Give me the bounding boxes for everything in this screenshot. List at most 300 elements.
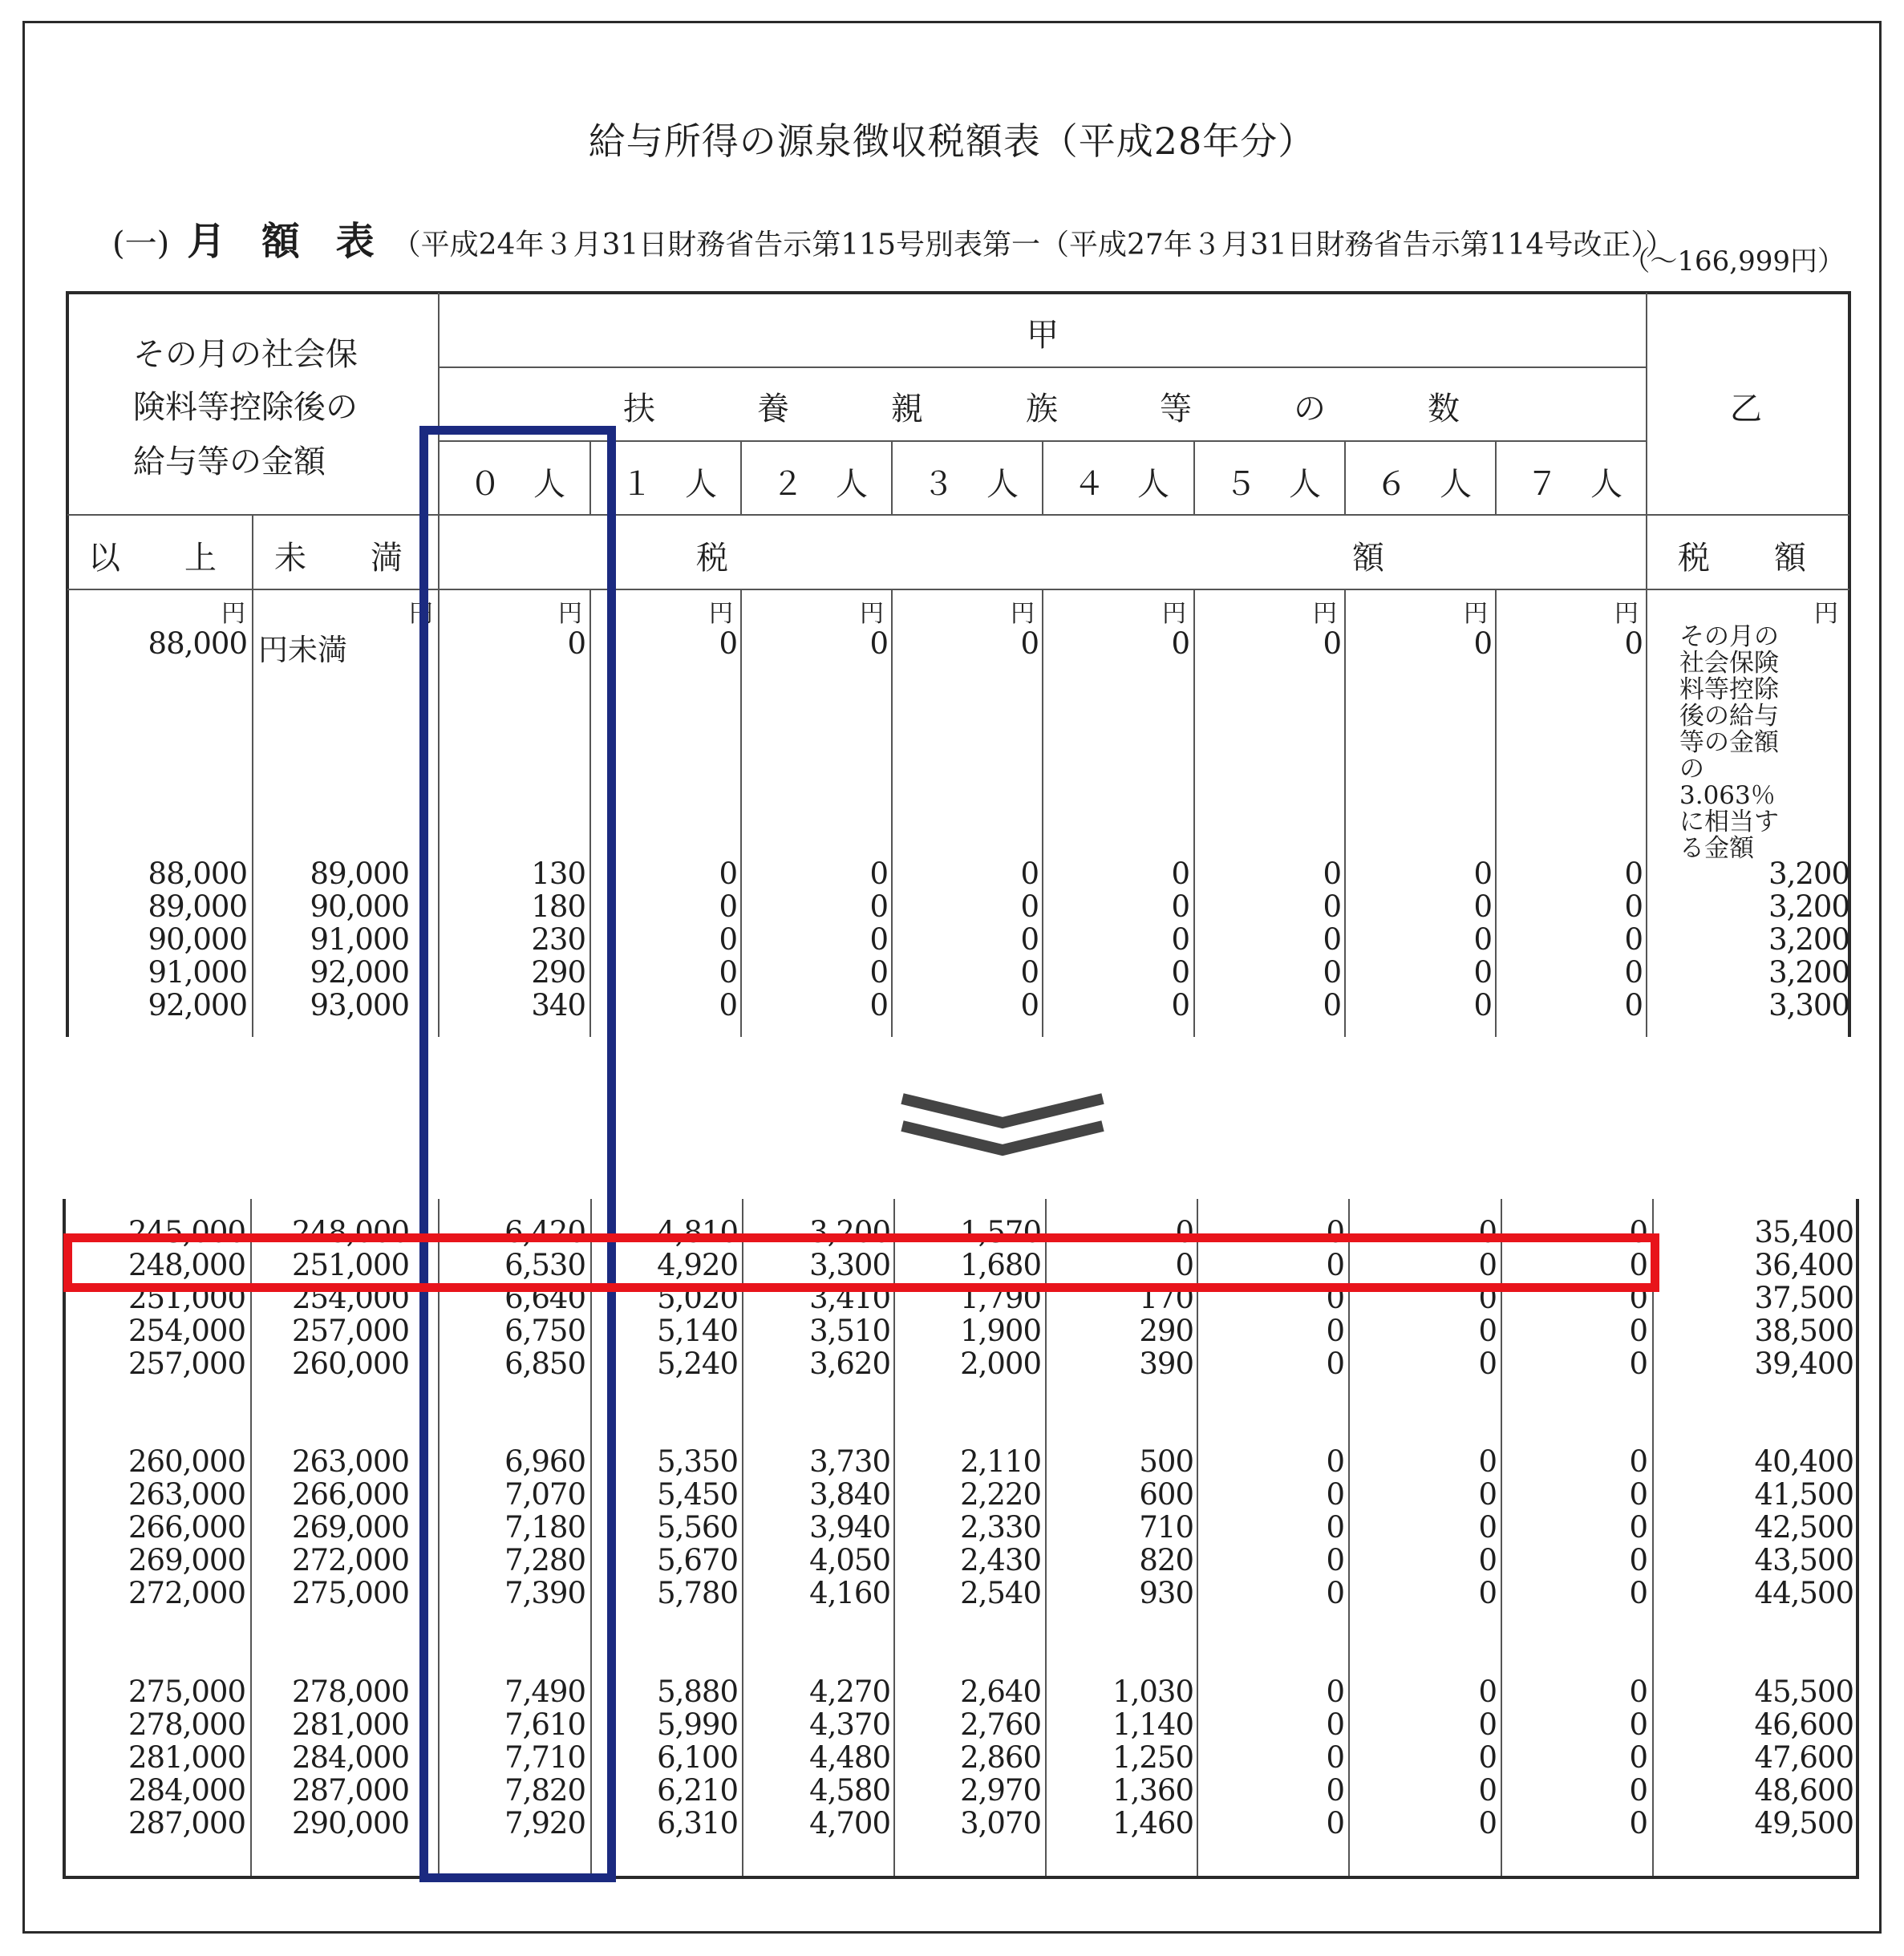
table-cell: 46,600: [1754, 1707, 1853, 1742]
table-cell: 3,200: [809, 1215, 890, 1249]
column-divider: [1501, 1199, 1502, 1876]
table-cell: 710: [1139, 1510, 1193, 1545]
unit-yen: 円: [1011, 600, 1035, 628]
table-cell: 2,000: [960, 1347, 1041, 1381]
table-cell: 245,000: [128, 1215, 245, 1249]
table-cell: 0: [1478, 1314, 1497, 1348]
table-cell: 290,000: [291, 1806, 409, 1841]
table-cell: 4,700: [809, 1806, 890, 1841]
table-cell: 5,880: [657, 1675, 738, 1709]
table-cell: 0: [1629, 1806, 1647, 1841]
table-cell: 3,200: [1768, 955, 1849, 990]
table-cell: 0: [1326, 1215, 1344, 1249]
table-cell: 0: [719, 889, 737, 924]
table-cell: 0: [869, 857, 888, 891]
table-cell: 0: [1171, 922, 1189, 957]
amount-label-line-3: 給与等の金額: [133, 443, 326, 480]
column-divider: [893, 1199, 895, 1876]
column-divider: [250, 1199, 252, 1876]
table-cell: 251,000: [291, 1248, 409, 1282]
table-cell: 0: [1175, 1215, 1193, 1249]
table-cell: 0: [1478, 1806, 1497, 1841]
table-cell: 44,500: [1754, 1576, 1853, 1610]
first-row-value: 0: [1323, 626, 1341, 661]
unit-yen: 円: [1464, 600, 1488, 628]
table-subtitle: [112, 210, 1674, 265]
table-cell: 263,000: [291, 1444, 409, 1479]
table-cell: 1,460: [1112, 1806, 1193, 1841]
first-row-value: 0: [1624, 626, 1643, 661]
table-cell: 230: [531, 922, 585, 957]
table-cell: 0: [869, 889, 888, 924]
table-cell: 0: [1624, 889, 1643, 924]
table-cell: 7,820: [504, 1773, 585, 1808]
table-cell: 0: [1326, 1347, 1344, 1381]
table-cell: 0: [1323, 988, 1341, 1023]
fuyou-char: 数: [1428, 391, 1460, 427]
table-cell: 1,680: [960, 1248, 1041, 1282]
table-cell: 39,400: [1754, 1347, 1853, 1381]
table-cell: 0: [1171, 889, 1189, 924]
table-cell: 0: [1478, 1444, 1497, 1479]
table-cell: 5,990: [657, 1707, 738, 1742]
table-cell: 1,900: [960, 1314, 1041, 1348]
table-cell: 4,270: [809, 1675, 890, 1709]
legal-reference: （平成24年３月31日財務省告示第115号別表第一（平成27年３月31日財務省告示第114号改正））: [391, 229, 1675, 261]
table-cell: 4,810: [657, 1215, 738, 1249]
header-divider: [1042, 440, 1043, 514]
table-cell: 269,000: [128, 1543, 245, 1577]
table-cell: 7,070: [504, 1477, 585, 1512]
table-cell: 88,000: [148, 857, 247, 891]
table-cell: 42,500: [1754, 1510, 1853, 1545]
table-cell: 284,000: [291, 1740, 409, 1775]
table-cell: 2,330: [960, 1510, 1041, 1545]
table-cell: 43,500: [1754, 1543, 1853, 1577]
table-cell: 266,000: [128, 1510, 245, 1545]
zei-header: 税: [696, 540, 728, 577]
table-cell: 0: [1478, 1543, 1497, 1577]
table-cell: 3,300: [809, 1248, 890, 1282]
table-cell: 500: [1139, 1444, 1193, 1479]
table-cell: 257,000: [291, 1314, 409, 1348]
table-cell: 4,160: [809, 1576, 890, 1610]
table-cell: 0: [1326, 1248, 1344, 1282]
table-cell: 0: [719, 857, 737, 891]
table-cell: 0: [1629, 1707, 1647, 1742]
table-cell: 3,200: [1768, 922, 1849, 957]
table-cell: 180: [531, 889, 585, 924]
table-cell: 49,500: [1754, 1806, 1853, 1841]
table-cell: 0: [1629, 1248, 1647, 1282]
table-cell: 278,000: [128, 1707, 245, 1742]
column-divider: [740, 589, 742, 1037]
table-cell: 0: [1629, 1347, 1647, 1381]
table-cell: 3,510: [809, 1314, 890, 1348]
table-cell: 930: [1139, 1576, 1193, 1610]
table-cell: 3,620: [809, 1347, 890, 1381]
table-cell: 0: [1326, 1707, 1344, 1742]
table-cell: 0: [1629, 1543, 1647, 1577]
column-divider: [1646, 589, 1647, 1037]
table-cell: 0: [1624, 922, 1643, 957]
table-cell: 2,220: [960, 1477, 1041, 1512]
table-cell: 254,000: [291, 1281, 409, 1315]
table-cell: 0: [1629, 1740, 1647, 1775]
table-cell: 0: [1326, 1675, 1344, 1709]
selected-row-highlight: [63, 1233, 1659, 1292]
fuyou-char: 扶: [623, 391, 655, 427]
table-cell: 5,780: [657, 1576, 738, 1610]
header-divider: [1495, 440, 1497, 514]
fuyou-char: 族: [1026, 391, 1058, 427]
table-cell: 47,600: [1754, 1740, 1853, 1775]
table-cell: 0: [869, 922, 888, 957]
table-cell: 0: [1473, 922, 1492, 957]
amount-label-line-1: その月の社会保: [133, 336, 358, 373]
table-cell: 390: [1139, 1347, 1193, 1381]
table-cell: 0: [1473, 857, 1492, 891]
table-cell: 5,140: [657, 1314, 738, 1348]
table-cell: 0: [1624, 857, 1643, 891]
first-row-lower: 88,000: [148, 626, 247, 661]
header-divider: [740, 440, 742, 514]
otsu-header: 乙: [1730, 391, 1762, 427]
table-cell: 275,000: [128, 1675, 245, 1709]
table-cell: 0: [1629, 1215, 1647, 1249]
header-divider: [1646, 293, 1647, 589]
table-cell: 0: [1171, 955, 1189, 990]
table-cell: 2,430: [960, 1543, 1041, 1577]
table-cell: 0: [1473, 955, 1492, 990]
table-cell: 3,940: [809, 1510, 890, 1545]
table-cell: 37,500: [1754, 1281, 1853, 1315]
table-cell: 3,200: [1768, 889, 1849, 924]
table-cell: 91,000: [148, 955, 247, 990]
table-cell: 260,000: [128, 1444, 245, 1479]
table-cell: 0: [1478, 1215, 1497, 1249]
zero-dependents-column-highlight: [419, 426, 616, 1882]
table-cell: 0: [1326, 1773, 1344, 1808]
table-cell: 92,000: [148, 988, 247, 1023]
table-cell: 89,000: [310, 857, 409, 891]
header-divider: [1193, 440, 1195, 514]
miman-header: 未 満: [274, 540, 403, 577]
table-cell: 0: [1326, 1576, 1344, 1610]
table-cell: 0: [1020, 922, 1039, 957]
table-cell: 0: [1478, 1347, 1497, 1381]
first-row-value: 0: [567, 626, 585, 661]
amount-label-line-2: 険料等控除後の: [133, 389, 358, 426]
table-cell: 0: [1478, 1248, 1497, 1282]
table-cell: 290: [531, 955, 585, 990]
dependents-5: ５ 人: [1225, 466, 1321, 503]
table-cell: 89,000: [148, 889, 247, 924]
table-cell: 93,000: [310, 988, 409, 1023]
table-cell: 90,000: [148, 922, 247, 957]
table-cell: 7,610: [504, 1707, 585, 1742]
table-cell: 3,070: [960, 1806, 1041, 1841]
table-cell: 820: [1139, 1543, 1193, 1577]
table-cell: 7,390: [504, 1576, 585, 1610]
table-cell: 3,410: [809, 1281, 890, 1315]
table-cell: 257,000: [128, 1347, 245, 1381]
table-cell: 0: [1326, 1314, 1344, 1348]
table-cell: 0: [1629, 1477, 1647, 1512]
table-cell: 48,600: [1754, 1773, 1853, 1808]
table-cell: 6,750: [504, 1314, 585, 1348]
table-cell: 38,500: [1754, 1314, 1853, 1348]
table-cell: 0: [869, 988, 888, 1023]
table-cell: 248,000: [291, 1215, 409, 1249]
table-cell: 0: [1326, 1740, 1344, 1775]
document-title: 給与所得の源泉徴収税額表（平成28年分）: [588, 119, 1316, 163]
dependents-1: １ 人: [621, 466, 717, 503]
table-cell: 287,000: [291, 1773, 409, 1808]
otsu-zeigaku-header: 税 額: [1678, 540, 1806, 577]
dependents-6: ６ 人: [1375, 466, 1472, 503]
table-cell: 0: [719, 922, 737, 957]
table-cell: 3,840: [809, 1477, 890, 1512]
dependents-2: ２ 人: [772, 466, 868, 503]
table-cell: 2,860: [960, 1740, 1041, 1775]
table-cell: 4,480: [809, 1740, 890, 1775]
first-row-value: 0: [719, 626, 737, 661]
fuyou-char: 養: [757, 391, 789, 427]
gaku-header: 額: [1352, 540, 1384, 577]
table-cell: 0: [1624, 988, 1643, 1023]
table-cell: 0: [1629, 1576, 1647, 1610]
table-cell: 1,790: [960, 1281, 1041, 1315]
table-cell: 0: [1478, 1576, 1497, 1610]
header-divider: [252, 514, 253, 589]
table-cell: 40,400: [1754, 1444, 1853, 1479]
unit-yen: 円: [221, 600, 245, 628]
table-cell: 4,050: [809, 1543, 890, 1577]
column-divider: [1652, 1199, 1654, 1876]
table-cell: 260,000: [291, 1347, 409, 1381]
table-cell: 0: [719, 955, 737, 990]
column-divider: [1348, 1199, 1350, 1876]
dependents-4: ４ 人: [1073, 466, 1169, 503]
table-cell: 278,000: [291, 1675, 409, 1709]
table-cell: 0: [1323, 922, 1341, 957]
table-cell: 0: [719, 988, 737, 1023]
table-cell: 4,370: [809, 1707, 890, 1742]
table-cell: 91,000: [310, 922, 409, 957]
unit-yen: 円: [409, 600, 433, 628]
table-cell: 6,960: [504, 1444, 585, 1479]
table-cell: 0: [1478, 1675, 1497, 1709]
fuyou-char: 等: [1160, 391, 1192, 427]
table-cell: 0: [1478, 1740, 1497, 1775]
kou-header: 甲: [1027, 317, 1059, 354]
table-cell: 5,240: [657, 1347, 738, 1381]
table-cell: 0: [1326, 1281, 1344, 1315]
table-cell: 0: [1629, 1314, 1647, 1348]
column-divider: [1344, 589, 1346, 1037]
continuation-chevron-icon: [898, 1089, 1107, 1161]
table-cell: 251,000: [128, 1281, 245, 1315]
table-cell: 2,110: [960, 1444, 1041, 1479]
table-cell: 35,400: [1754, 1215, 1853, 1249]
table-cell: 3,300: [1768, 988, 1849, 1023]
table-cell: 1,140: [1112, 1707, 1193, 1742]
table-cell: 3,730: [809, 1444, 890, 1479]
table-cell: 2,540: [960, 1576, 1041, 1610]
first-row-value: 0: [1020, 626, 1039, 661]
table-cell: 281,000: [128, 1740, 245, 1775]
table-cell: 0: [1175, 1248, 1193, 1282]
table-cell: 0: [1629, 1510, 1647, 1545]
unit-yen: 円: [1614, 600, 1639, 628]
table-cell: 7,920: [504, 1806, 585, 1841]
table-cell: 3,200: [1768, 857, 1849, 891]
column-divider: [1495, 589, 1497, 1037]
table-cell: 0: [1323, 889, 1341, 924]
dependents-0: ０ 人: [469, 466, 565, 503]
column-divider: [891, 589, 893, 1037]
table-cell: 266,000: [291, 1477, 409, 1512]
monthly-table-label: 月 額 表: [187, 219, 386, 264]
table-cell: 0: [1473, 889, 1492, 924]
fuyou-char: 親: [891, 391, 923, 427]
table-cell: 6,530: [504, 1248, 585, 1282]
table-cell: 0: [1326, 1806, 1344, 1841]
column-divider: [1042, 589, 1043, 1037]
table-cell: 90,000: [310, 889, 409, 924]
table-cell: 0: [1478, 1281, 1497, 1315]
table-cell: 7,490: [504, 1675, 585, 1709]
table-cell: 5,670: [657, 1543, 738, 1577]
table-cell: 5,450: [657, 1477, 738, 1512]
table-cell: 0: [1171, 988, 1189, 1023]
table-cell: 0: [1326, 1510, 1344, 1545]
table-cell: 0: [1326, 1477, 1344, 1512]
table-cell: 0: [1478, 1510, 1497, 1545]
table-cell: 269,000: [291, 1510, 409, 1545]
table-cell: 1,570: [960, 1215, 1041, 1249]
table-cell: 2,970: [960, 1773, 1041, 1808]
table-cell: 0: [1323, 955, 1341, 990]
table-cell: 600: [1139, 1477, 1193, 1512]
table-cell: 45,500: [1754, 1675, 1853, 1709]
table-cell: 7,280: [504, 1543, 585, 1577]
table-cell: 248,000: [128, 1248, 245, 1282]
table-cell: 7,180: [504, 1510, 585, 1545]
table-cell: 0: [1171, 857, 1189, 891]
table-cell: 0: [1326, 1444, 1344, 1479]
table-cell: 1,030: [1112, 1675, 1193, 1709]
table-cell: 0: [1629, 1773, 1647, 1808]
table-cell: 254,000: [128, 1314, 245, 1348]
table-cell: 0: [1020, 955, 1039, 990]
table-cell: 0: [1020, 857, 1039, 891]
table-cell: 340: [531, 988, 585, 1023]
table-cell: 1,250: [1112, 1740, 1193, 1775]
table-cell: 130: [531, 857, 585, 891]
table-cell: 170: [1139, 1281, 1193, 1315]
table-cell: 4,920: [657, 1248, 738, 1282]
table-cell: 6,640: [504, 1281, 585, 1315]
table-cell: 0: [1478, 1707, 1497, 1742]
header-rule: [67, 514, 1849, 516]
table-cell: 272,000: [291, 1543, 409, 1577]
table-cell: 4,580: [809, 1773, 890, 1808]
table-cell: 92,000: [310, 955, 409, 990]
table-cell: 6,310: [657, 1806, 738, 1841]
table-cell: 41,500: [1754, 1477, 1853, 1512]
table-cell: 281,000: [291, 1707, 409, 1742]
dependents-7: ７ 人: [1526, 466, 1622, 503]
table-cell: 0: [1478, 1477, 1497, 1512]
first-row-value: 0: [1473, 626, 1492, 661]
table-cell: 1,360: [1112, 1773, 1193, 1808]
header-divider: [1344, 440, 1346, 514]
unit-yen: 円: [709, 600, 733, 628]
table-cell: 275,000: [291, 1576, 409, 1610]
column-divider: [252, 589, 253, 1037]
unit-yen: 円: [1814, 600, 1838, 628]
table-cell: 0: [1478, 1773, 1497, 1808]
column-divider: [1197, 1199, 1198, 1876]
column-divider: [1193, 589, 1195, 1037]
table-cell: 2,640: [960, 1675, 1041, 1709]
table-cell: 5,020: [657, 1281, 738, 1315]
table-cell: 0: [1473, 988, 1492, 1023]
fuyou-char: の: [1294, 391, 1326, 427]
header-rule: [67, 589, 1849, 590]
section-number: (一): [112, 225, 170, 262]
first-row-suffix: 円未満: [258, 633, 347, 667]
unit-yen: 円: [860, 600, 884, 628]
ijou-header: 以 上: [88, 540, 217, 577]
dependents-3: ３ 人: [922, 466, 1019, 503]
table-cell: 5,350: [657, 1444, 738, 1479]
unit-yen: 円: [558, 600, 582, 628]
table-cell: 0: [1326, 1543, 1344, 1577]
unit-yen: 円: [1313, 600, 1337, 628]
column-divider: [1045, 1199, 1047, 1876]
table-cell: 0: [1020, 889, 1039, 924]
table-cell: 0: [1629, 1281, 1647, 1315]
table-cell: 0: [1323, 857, 1341, 891]
table-cell: 0: [1629, 1444, 1647, 1479]
column-divider: [742, 1199, 743, 1876]
table-cell: 0: [869, 955, 888, 990]
table-cell: 6,100: [657, 1740, 738, 1775]
table-cell: 0: [1629, 1675, 1647, 1709]
table-cell: 2,760: [960, 1707, 1041, 1742]
table-cell: 0: [1624, 955, 1643, 990]
table-cell: 6,210: [657, 1773, 738, 1808]
table-cell: 6,850: [504, 1347, 585, 1381]
first-row-value: 0: [869, 626, 888, 661]
table-cell: 7,710: [504, 1740, 585, 1775]
table-cell: 272,000: [128, 1576, 245, 1610]
table-cell: 5,560: [657, 1510, 738, 1545]
table-cell: 36,400: [1754, 1248, 1853, 1282]
table-cell: 263,000: [128, 1477, 245, 1512]
header-divider: [891, 440, 893, 514]
first-row-value: 0: [1171, 626, 1189, 661]
table-cell: 284,000: [128, 1773, 245, 1808]
table-cell: 6,420: [504, 1215, 585, 1249]
table-cell: 287,000: [128, 1806, 245, 1841]
header-rule: [438, 366, 1646, 368]
table-cell: 0: [1020, 988, 1039, 1023]
unit-yen: 円: [1162, 600, 1186, 628]
